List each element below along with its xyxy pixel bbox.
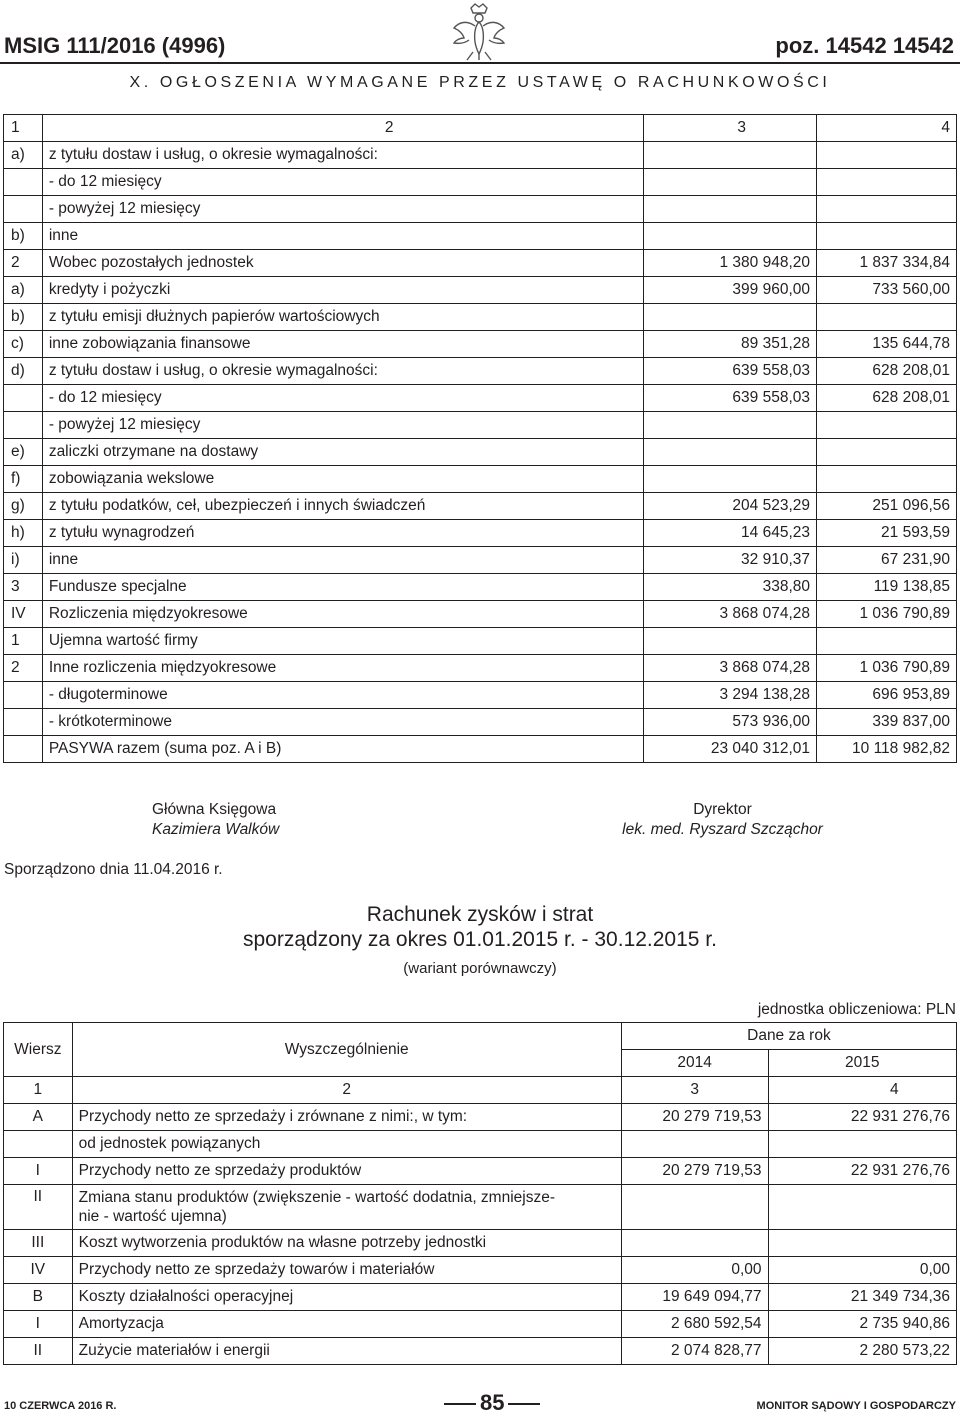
table-cell: Zużycie materiałów i energii [72,1338,621,1365]
table-cell: IV [4,1257,73,1284]
table-row [4,304,957,331]
table-cell [4,1131,73,1158]
table-cell: - krótkoterminowe [42,709,644,736]
table-header-row [4,1077,957,1104]
table-cell: z tytułu dostaw i usług, o okresie wymagalności: [42,142,644,169]
table-cell: 20 279 719,53 [621,1158,768,1185]
table-cell: Koszty działalności operacyjnej [72,1284,621,1311]
table-cell: z tytułu wynagrodzeń [42,520,644,547]
header-cell: 3 [621,1077,768,1104]
table-cell: Rozliczenia międzyokresowe [42,601,644,628]
table-cell: inne [42,223,644,250]
page-number [440,1390,544,1416]
table-cell [644,169,817,196]
table-cell: 338,80 [644,574,817,601]
table-cell: 89 351,28 [644,331,817,358]
journal-issue: MSIG 111/2016 (4996) [4,33,226,58]
table-cell: f) [4,466,43,493]
table-header-row [4,115,957,142]
table-row [4,601,957,628]
table-cell: 3 868 074,28 [644,601,817,628]
header-cell: 2 [42,115,644,142]
table-row [4,655,957,682]
table-row [4,709,957,736]
table-cell: 2 680 592,54 [621,1311,768,1338]
table-cell: III [4,1230,73,1257]
table-row [4,439,957,466]
income-statement-table [3,1022,957,1365]
table-cell: 10 118 982,82 [817,736,957,763]
table-cell: Przychody netto ze sprzedaży i zrównane z nimi:, w tym: [72,1104,621,1131]
signature-accountant [152,800,332,840]
table-cell: 0,00 [621,1257,768,1284]
table-cell [817,439,957,466]
table-row [4,358,957,385]
position-number: poz. 14542 14542 [775,33,954,58]
table-row [4,1131,957,1158]
table-row [4,412,957,439]
header-cell: 2 [72,1077,621,1104]
signature-role: Główna Księgowa [152,801,277,818]
prepared-date: Sporządzono dnia 11.04.2016 r. [4,861,223,878]
table-cell: 639 558,03 [644,385,817,412]
table-cell: h) [4,520,43,547]
table-cell: Inne rozliczenia międzyokresowe [42,655,644,682]
table-row [4,223,957,250]
table-row [4,196,957,223]
liabilities-table [3,114,957,763]
table-cell: A [4,1104,73,1131]
header-cell: Wiersz [4,1023,73,1077]
table-cell [768,1185,957,1230]
table-row [4,682,957,709]
table-cell [817,466,957,493]
table-cell [4,709,43,736]
table-cell: 20 279 719,53 [621,1104,768,1131]
table-cell: II [4,1338,73,1365]
table-cell [644,439,817,466]
table-row [4,250,957,277]
table-cell [768,1230,957,1257]
header-cell: 1 [4,115,43,142]
table-cell: I [4,1311,73,1338]
table-cell: 135 644,78 [817,331,957,358]
table-cell [72,1185,621,1230]
signature-name: lek. med. Ryszard Szcząchor [622,821,823,838]
table-cell: 204 523,29 [644,493,817,520]
eagle-emblem-icon [451,2,507,62]
table-cell: 251 096,56 [817,493,957,520]
table-cell [817,223,957,250]
table-cell [621,1131,768,1158]
page-rule-left [444,1403,476,1405]
table-cell [817,304,957,331]
table-cell: g) [4,493,43,520]
table-cell: od jednostek powiązanych [72,1131,621,1158]
table-cell: 1 [4,628,43,655]
table-cell [4,682,43,709]
table-cell: - do 12 miesięcy [42,169,644,196]
table-cell: 22 931 276,76 [768,1104,957,1131]
table-header-row [4,1023,957,1050]
table-cell: 67 231,90 [817,547,957,574]
signature-role: Dyrektor [693,801,752,818]
table-cell: 1 837 334,84 [817,250,957,277]
table-cell [621,1230,768,1257]
table-cell: 22 931 276,76 [768,1158,957,1185]
table-cell [644,412,817,439]
table-cell: 639 558,03 [644,358,817,385]
table-cell: I [4,1158,73,1185]
table-cell: zaliczki otrzymane na dostawy [42,439,644,466]
table-cell [817,628,957,655]
table-cell: b) [4,304,43,331]
table-cell: 628 208,01 [817,358,957,385]
footer-publisher: MONITOR SĄDOWY I GOSPODARCZY [756,1400,956,1412]
table-row [4,1257,957,1284]
table-cell: 3 [4,574,43,601]
table-row [4,520,957,547]
table-cell [644,223,817,250]
table-cell: z tytułu podatków, ceł, ubezpieczeń i innych świadczeń [42,493,644,520]
table-cell [4,196,43,223]
table-cell: Przychody netto ze sprzedaży towarów i materiałów [72,1257,621,1284]
table-cell: a) [4,142,43,169]
table-cell: 1 380 948,20 [644,250,817,277]
table-cell: 32 910,37 [644,547,817,574]
table-cell: 21 593,59 [817,520,957,547]
table-cell-line: Zmiana stanu produktów (zwiększenie - wartość dodatnia, zmniejsze- [78,1189,556,1206]
table-row [4,331,957,358]
header-cell: 2015 [768,1050,957,1077]
table-cell: 2 280 573,22 [768,1338,957,1365]
table-cell: 2 074 828,77 [621,1338,768,1365]
table-cell: b) [4,223,43,250]
table-row [4,169,957,196]
table-row [4,1158,957,1185]
table-cell: 19 649 094,77 [621,1284,768,1311]
table-cell-line: nie - wartość ujemna) [78,1208,227,1225]
table-cell: c) [4,331,43,358]
table-row [4,736,957,763]
table-row [4,1185,957,1230]
table-row [4,547,957,574]
table-cell: 2 [4,250,43,277]
report-title: Rachunek zysków i strat [366,903,594,926]
table-cell [644,466,817,493]
table-cell: - do 12 miesięcy [42,385,644,412]
table-cell: 14 645,23 [644,520,817,547]
table-cell [644,304,817,331]
page-number-value: 85 [480,1390,505,1415]
table-cell [4,169,43,196]
table-cell: zobowiązania wekslowe [42,466,644,493]
table-cell: - powyżej 12 miesięcy [42,196,644,223]
header-cell: Dane za rok [621,1023,956,1050]
table-row [4,466,957,493]
header-cell: 3 [644,115,817,142]
table-cell: 119 138,85 [817,574,957,601]
table-cell: Amortyzacja [72,1311,621,1338]
table-cell: 696 953,89 [817,682,957,709]
table-cell: 2 735 940,86 [768,1311,957,1338]
table-cell [644,628,817,655]
table-row [4,1284,957,1311]
unit-label: jednostka obliczeniowa: PLN [757,1001,956,1018]
table-row [4,1230,957,1257]
table-cell: z tytułu emisji dłużnych papierów wartościowych [42,304,644,331]
table-cell: 339 837,00 [817,709,957,736]
table-cell: IV [4,601,43,628]
table-cell [644,142,817,169]
table-cell [768,1131,957,1158]
report-period: sporządzony za okres 01.01.2015 r. - 30.12.2015 r. [243,928,717,951]
table-cell: inne zobowiązania finansowe [42,331,644,358]
table-cell: 21 349 734,36 [768,1284,957,1311]
table-row [4,628,957,655]
table-row [4,1338,957,1365]
header-divider [0,62,960,64]
page-rule-right [508,1403,540,1405]
table-cell: e) [4,439,43,466]
table-cell: a) [4,277,43,304]
table-cell: B [4,1284,73,1311]
signature-director [600,800,845,840]
header-cell: 4 [768,1077,957,1104]
table-cell: i) [4,547,43,574]
table-cell: kredyty i pożyczki [42,277,644,304]
table-cell: II [4,1185,73,1230]
table-cell [817,196,957,223]
signature-name: Kazimiera Walków [152,821,280,838]
header-cell: 4 [817,115,957,142]
table-cell: 23 040 312,01 [644,736,817,763]
table-cell: Przychody netto ze sprzedaży produktów [72,1158,621,1185]
table-cell: 1 036 790,89 [817,601,957,628]
table-row [4,142,957,169]
table-cell: Wobec pozostałych jednostek [42,250,644,277]
footer-date: 10 CZERWCA 2016 R. [4,1400,117,1412]
table-row [4,493,957,520]
table-cell [4,736,43,763]
table-cell [817,412,957,439]
table-cell: 628 208,01 [817,385,957,412]
table-cell: 399 960,00 [644,277,817,304]
table-cell: inne [42,547,644,574]
table-row [4,1104,957,1131]
table-cell [817,169,957,196]
table-cell: 733 560,00 [817,277,957,304]
table-cell: 573 936,00 [644,709,817,736]
table-cell: Ujemna wartość firmy [42,628,644,655]
header-cell: 1 [4,1077,73,1104]
table-cell [4,412,43,439]
table-cell: - długoterminowe [42,682,644,709]
table-cell: 3 294 138,28 [644,682,817,709]
table-cell [644,196,817,223]
table-cell: PASYWA razem (suma poz. A i B) [42,736,644,763]
table-cell: z tytułu dostaw i usług, o okresie wymagalności: [42,358,644,385]
header-cell: 2014 [621,1050,768,1077]
table-cell [621,1185,768,1230]
header-cell: Wyszczególnienie [72,1023,621,1077]
table-cell [4,385,43,412]
table-cell: Koszt wytworzenia produktów na własne potrzeby jednostki [72,1230,621,1257]
table-cell: Fundusze specjalne [42,574,644,601]
table-cell: 2 [4,655,43,682]
section-title: X. OGŁOSZENIA WYMAGANE PRZEZ USTAWĘ O RACHUNKOWOŚCI [129,74,831,91]
table-row [4,574,957,601]
table-cell: - powyżej 12 miesięcy [42,412,644,439]
table-cell: 0,00 [768,1257,957,1284]
table-cell: 1 036 790,89 [817,655,957,682]
table-cell: 3 868 074,28 [644,655,817,682]
table-row [4,1311,957,1338]
table-cell: d) [4,358,43,385]
report-variant: (wariant porównawczy) [403,960,557,977]
table-row [4,385,957,412]
table-row [4,277,957,304]
table-cell [817,142,957,169]
